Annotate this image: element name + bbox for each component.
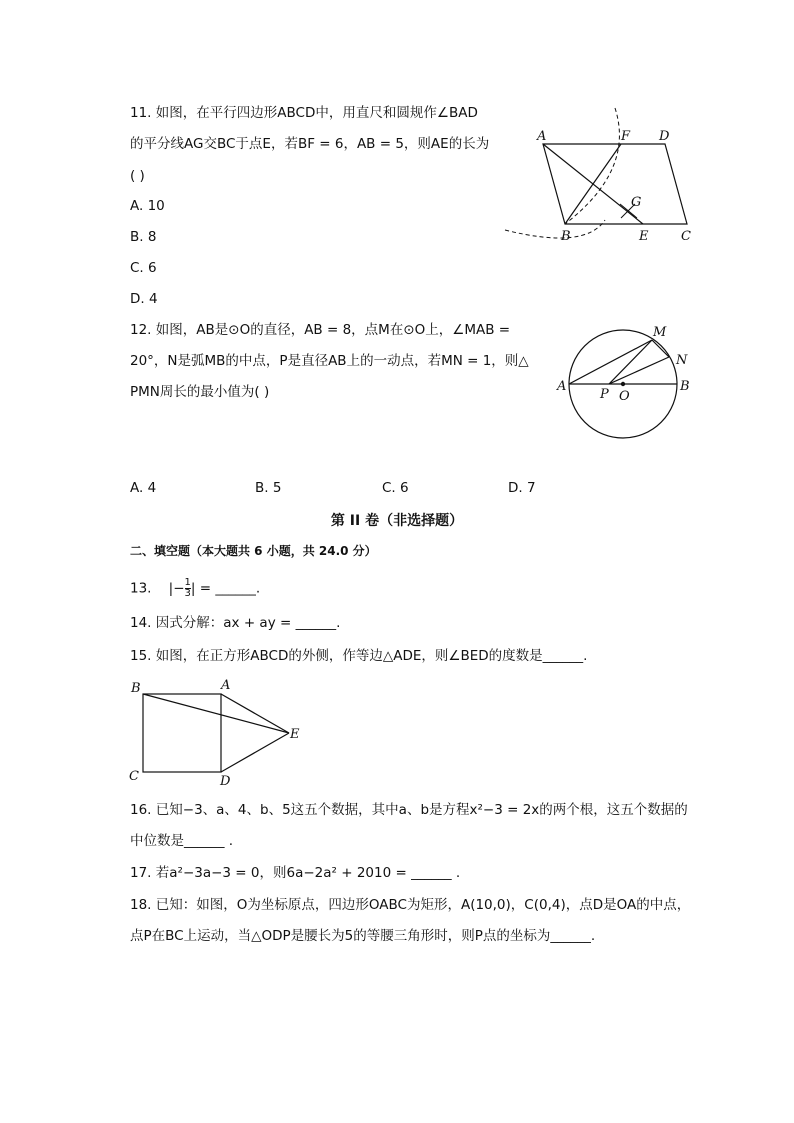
q11-line3: ( ): [130, 168, 145, 184]
arc-upper: [565, 108, 619, 224]
section-header: 二、填空题（本大题共 6 小题，共 24.0 分）: [130, 544, 377, 558]
q11-parallelogram-figure: [495, 100, 715, 250]
q15-text: 15. 如图，在正方形ABCD的外侧，作等边△ADE，则∠BED的度数是______.: [130, 648, 588, 664]
q11-option-d: D. 4: [130, 291, 158, 307]
q12-option-c: C. 6: [382, 480, 409, 496]
q11-line2: 的平分线AG交BC于点E，若BF = 6，AB = 5，则AE的长为: [130, 136, 490, 152]
q11-option-b: B. 8: [130, 229, 157, 245]
q12-option-a: A. 4: [130, 480, 157, 496]
label-e: E: [639, 229, 649, 244]
segment-de: [221, 733, 289, 772]
segment-am: [569, 340, 652, 384]
q13-fraction-numerator: 1: [184, 577, 191, 588]
label-b: B: [561, 229, 571, 244]
q17: 17. 若a²−3a−3 = 0，则6a−2a² + 2010 = ______ .: [130, 865, 461, 881]
q18-line1: 18. 已知：如图，O为坐标原点，四边形OABC为矩形，A(10,0)，C(0,4)，点D是OA的中点，: [130, 897, 691, 913]
q13-fraction-denominator: 3: [184, 588, 191, 599]
q11-option-a: A. 10: [130, 198, 165, 214]
parallelogram-abcd: [543, 144, 687, 224]
label-a: A: [221, 678, 231, 693]
segment-ae: [221, 694, 289, 733]
label-a: A: [537, 129, 547, 144]
center-point: [621, 382, 625, 386]
label-g: G: [631, 195, 642, 210]
q14: 14. 因式分解：ax + ay = ______.: [130, 615, 341, 631]
q16-line2: 中位数是______ .: [130, 833, 234, 849]
segment-pn: [609, 357, 669, 384]
section-title: 第 II 卷（非选择题）: [330, 513, 464, 529]
label-d: D: [659, 129, 670, 144]
label-p: P: [600, 387, 609, 402]
segment-mn: [652, 340, 669, 357]
segment-be: [143, 694, 289, 733]
label-b: B: [131, 681, 141, 696]
label-o: O: [619, 389, 630, 404]
q13-abs-open: |−: [168, 580, 185, 597]
q12-circle-figure: [555, 320, 705, 450]
label-b: B: [680, 379, 690, 394]
q11-option-c: C. 6: [130, 260, 157, 276]
q15-square-figure: [125, 678, 325, 788]
segment-pm: [609, 340, 652, 384]
q12-line3: PMN周长的最小值为( ): [130, 384, 270, 400]
q12-option-b: B. 5: [255, 480, 282, 496]
label-c: C: [129, 769, 139, 784]
label-m: M: [653, 325, 667, 340]
q12-line2: 20°，N是弧MB的中点，P是直径AB上的一动点，若MN = 1，则△: [130, 353, 529, 369]
arc-lower: [505, 220, 605, 238]
label-n: N: [676, 353, 688, 368]
q12-line1: 12. 如图，AB是⊙O的直径，AB = 8，点M在⊙O上，∠MAB =: [130, 322, 511, 338]
q12-option-d: D. 7: [508, 480, 536, 496]
segment-bf: [565, 144, 621, 224]
q18-line2: 点P在BC上运动，当△ODP是腰长为5的等腰三角形时，则P点的坐标为______.: [130, 928, 596, 944]
label-f: F: [621, 129, 631, 144]
q13-number: 13.: [130, 580, 152, 597]
q11-line1: 11. 如图，在平行四边形ABCD中，用直尺和圆规作∠BAD: [130, 105, 478, 121]
label-e: E: [290, 727, 300, 742]
q13: [130, 578, 260, 599]
label-a: A: [557, 379, 567, 394]
square-abcd: [143, 694, 221, 772]
label-c: C: [681, 229, 691, 244]
label-d: D: [220, 774, 231, 789]
q13-rest: | = ______.: [190, 580, 261, 597]
q16-line1: 16. 已知−3、a、4、b、5这五个数据，其中a、b是方程x²−3 = 2x的两个根，这五个数据的: [130, 802, 688, 818]
